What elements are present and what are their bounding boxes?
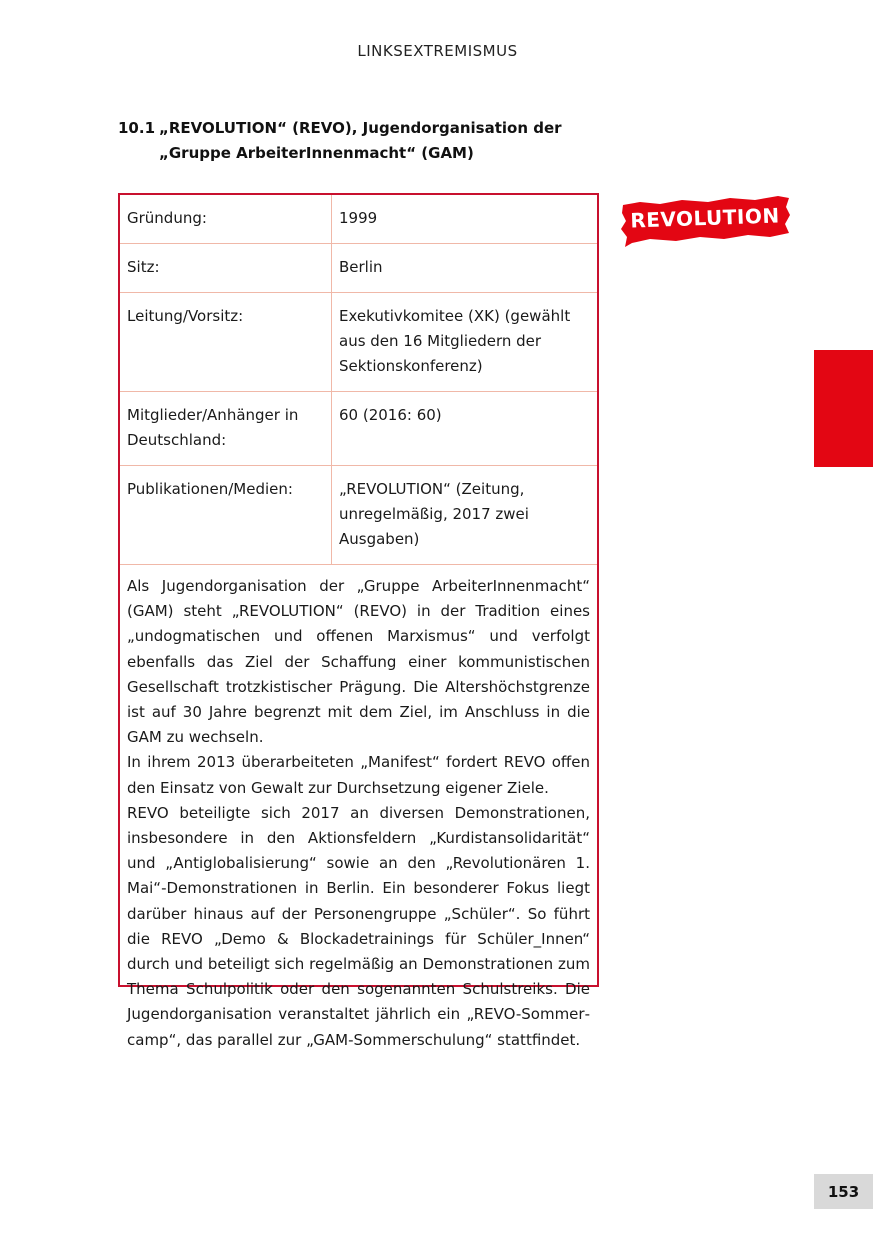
organization-description (120, 565, 597, 1053)
fact-value: Exekutivkomitee (XK) (gewählt aus den 16 Mitgliedern der Sektionskonferenz) (332, 293, 598, 392)
facts-row-publications (120, 466, 597, 565)
logo-text: REVOLUTION (629, 203, 781, 233)
fact-label: Leitung/Vorsitz: (120, 293, 332, 392)
fact-value: „REVOLUTION“ (Zeitung, unregelmäßig, 2017 zwei Ausgaben) (332, 466, 598, 565)
fact-label: Mitglieder/Anhänger in Deutschland: (120, 392, 332, 466)
fact-label: Sitz: (120, 244, 332, 293)
facts-table (120, 195, 597, 565)
section-title: „REVOLUTION“ (REVO), Jugendorganisation der „Gruppe ArbeiterInnenmacht“ (GAM) (159, 119, 562, 162)
fact-label: Publikationen/Medien: (120, 466, 332, 565)
revolution-logo (620, 193, 790, 249)
fact-value: 1999 (332, 195, 598, 244)
page-number: 153 (814, 1174, 873, 1209)
facts-row-seat (120, 244, 597, 293)
description-paragraph: In ihrem 2013 überarbeiteten „Manifest“ fordert REVO offen den Einsatz von Gewalt zur Durchsetzung eigener Ziele. (127, 753, 590, 797)
chapter-side-tab (814, 350, 873, 467)
facts-row-leadership (120, 293, 597, 392)
fact-label: Gründung: (120, 195, 332, 244)
description-paragraph: Als Jugendorganisation der „Gruppe ArbeiterInnenmacht“ (GAM) steht „REVOLUTION“ (REVO) in der Tradition eines „undogmatischen und offenen Marxismus“ und verfolgt ebenfalls das Ziel der Schaffung einer kommunistischen Gesellschaft trotzkistischer Prägung. Die Altershöchstgrenze ist auf 30 Jahre begrenzt mit dem Ziel, im Anschluss in die GAM zu wechseln. (127, 577, 590, 747)
fact-value: Berlin (332, 244, 598, 293)
section-heading (118, 116, 618, 166)
description-paragraph: REVO beteiligte sich 2017 an diversen Demonstrationen, insbesondere in den Aktionsfeldern „Kurdistansolidarität“ und „Antiglobalisierung“ sowie an den „Revolutionären 1. Mai“-Demonstrationen in Berlin. Ein besonderer Fokus liegt darüber hinaus auf der Personengruppe „Schüler“. So führt die REVO „Demo & Blockadetrainings für Schüler_Innen“ durch und beteiligt sich regelmäßig an Demonstrationen zum Thema Schulpolitik oder den sogenannten Schulstreiks. Die Jugendorganisation veranstaltet jährlich ein „REVO-Sommercamp“, das parallel zur „GAM-Sommerschulung“ stattfindet. (127, 803, 590, 1049)
facts-row-founding (120, 195, 597, 244)
section-number: 10.1 (118, 119, 156, 137)
fact-value: 60 (2016: 60) (332, 392, 598, 466)
organization-info-box (118, 193, 599, 1049)
facts-row-members (120, 392, 597, 466)
running-header: LINKSEXTREMISMUS (357, 42, 518, 60)
